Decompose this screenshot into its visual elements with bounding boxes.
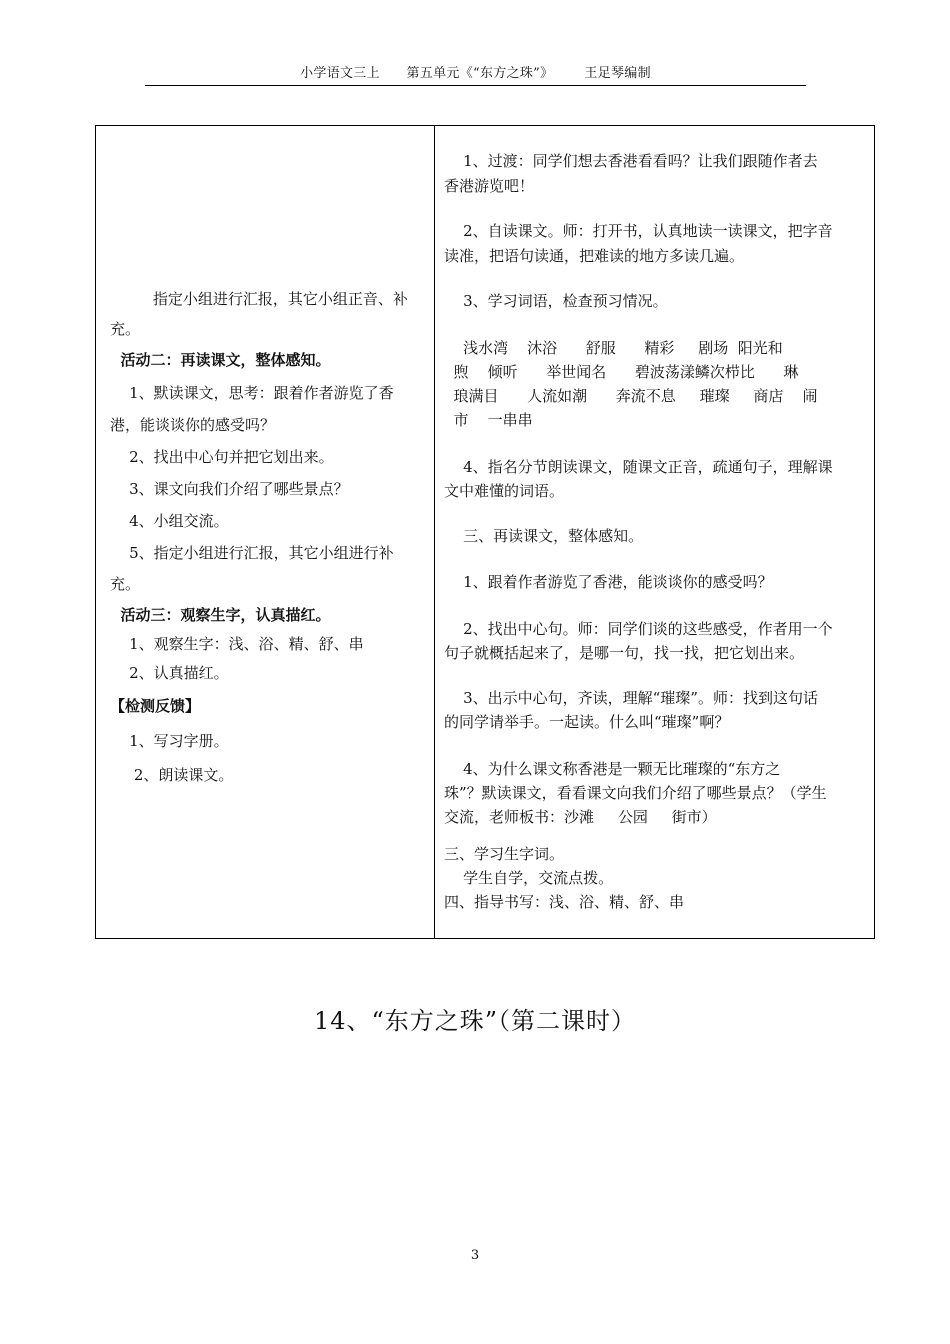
left-line: 4、小组交流。 xyxy=(110,512,229,530)
right-line: 句子就概括起来了，是哪一句，找一找，把它划出来。 xyxy=(444,644,805,662)
lesson-plan-table xyxy=(95,125,875,939)
right-line: 2、自读课文。师：打开书，认真地读一读课文，把字音 xyxy=(444,222,833,240)
activity-three-heading: 活动三：观察生字，认真描红。 xyxy=(110,606,331,624)
header-rule xyxy=(145,85,806,86)
right-line: 四、指导书写：浅、浴、精、舒、串 xyxy=(444,893,685,911)
right-line: 4、为什么课文称香港是一颗无比璀璨的“东方之 xyxy=(444,760,781,778)
vocab-line: 琅满目 人流如潮 奔流不息 璀璨 商店 闹 xyxy=(444,387,818,405)
right-line: 4、指名分节朗读课文，随课文正音，疏通句子，理解课 xyxy=(444,458,833,476)
page-number: 3 xyxy=(470,1248,480,1263)
feedback-heading: 【检测反馈】 xyxy=(110,697,201,715)
right-line: 1、过渡：同学们想去香港看看吗？让我们跟随作者去 xyxy=(444,152,818,170)
vocab-line: 浅水湾 沐浴 舒服 精彩 剧场 阳光和 xyxy=(444,339,783,357)
right-line: 香港游览吧！ xyxy=(444,177,535,195)
vocab-line: 市 一串串 xyxy=(444,411,533,429)
left-line: 5、指定小组进行汇报，其它小组进行补 xyxy=(110,544,394,562)
left-line: 港，能谈谈你的感受吗？ xyxy=(110,416,276,434)
right-line: 文中难懂的词语。 xyxy=(444,482,565,500)
right-line: 3、学习词语，检查预习情况。 xyxy=(444,292,668,310)
right-line: 的同学请举手。一起读。什么叫“璀璨”啊？ xyxy=(444,713,730,731)
vocab-line: 煦 倾听 举世闻名 碧波荡漾鳞次栉比 琳 xyxy=(444,363,799,381)
left-line: 充。 xyxy=(110,320,141,338)
right-line: 读准，把语句读通，把难读的地方多读几遍。 xyxy=(444,247,745,265)
left-line: 2、找出中心句并把它划出来。 xyxy=(110,448,334,466)
left-line: 2、朗读课文。 xyxy=(110,766,234,784)
right-line: 三、学习生字词。 xyxy=(444,845,565,863)
right-line: 3、出示中心句，齐读，理解“璀璨”。师：找到这句话 xyxy=(444,689,818,707)
left-line: 1、观察生字：浅、浴、精、舒、串 xyxy=(110,635,364,653)
page-header: 小学语文三上 第五单元《“东方之珠”》 王足琴编制 xyxy=(300,66,651,81)
right-line: 2、找出中心句。师：同学们谈的这些感受，作者用一个 xyxy=(444,620,833,638)
right-line: 珠”？默读课文，看看课文向我们介绍了哪些景点？（学生 xyxy=(444,784,827,802)
left-line: 1、默读课文，思考：跟着作者游览了香 xyxy=(110,384,394,402)
activity-two-heading: 活动二：再读课文，整体感知。 xyxy=(110,351,331,369)
left-line: 2、认真描红。 xyxy=(110,664,229,682)
left-line: 充。 xyxy=(110,575,141,593)
left-line: 1、写习字册。 xyxy=(110,732,229,750)
right-line: 三、再读课文，整体感知。 xyxy=(444,527,644,545)
left-line: 指定小组进行汇报，其它小组正音、补 xyxy=(110,290,408,308)
right-line: 1、跟着作者游览了香港，能谈谈你的感受吗？ xyxy=(444,573,773,591)
left-line: 3、课文向我们介绍了哪些景点？ xyxy=(110,480,349,498)
lesson-title: 14、“东方之珠”（第二课时） xyxy=(313,1007,637,1035)
column-divider xyxy=(434,126,435,938)
right-line: 学生自学，交流点拨。 xyxy=(444,869,614,887)
right-line: 交流，老师板书：沙滩 公园 街市） xyxy=(444,808,717,826)
